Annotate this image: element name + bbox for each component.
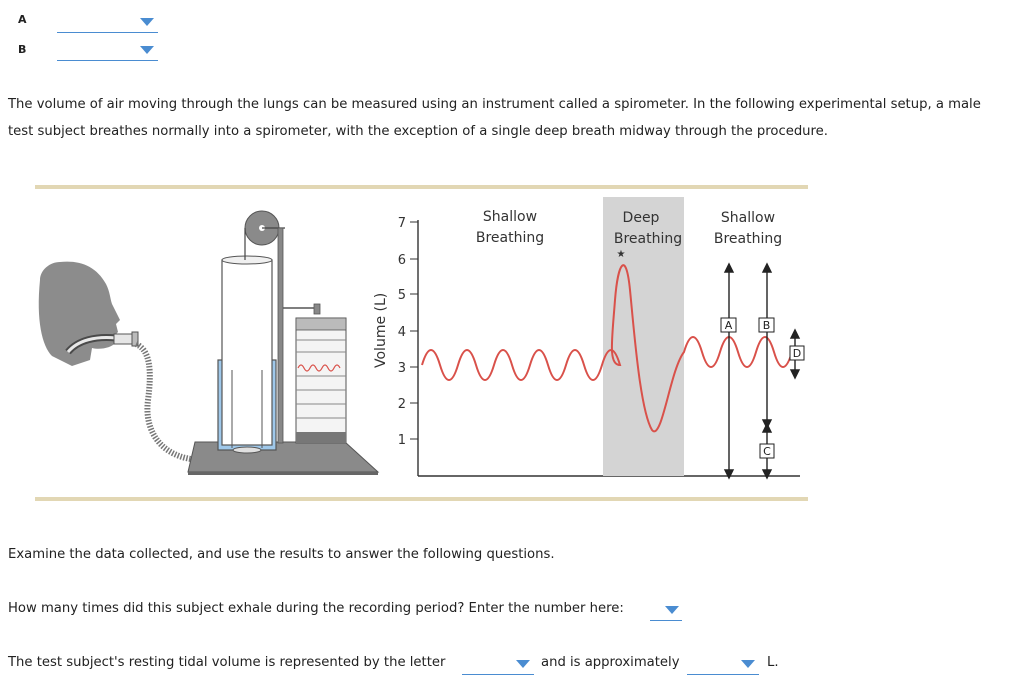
tick-2: 2	[397, 397, 406, 412]
q1-dropdown[interactable]	[650, 600, 682, 621]
q2-text-before: The test subject's resting tidal volume is represented by the letter	[8, 655, 446, 670]
y-axis-label: Volume (L)	[373, 292, 389, 368]
tick-3: 3	[397, 361, 406, 376]
q1-text: How many times did this subject exhale during the recording period? Enter the number here:	[8, 601, 624, 616]
chevron-down-icon	[665, 606, 679, 614]
marker-c: C	[763, 445, 771, 458]
marker-d: D	[792, 347, 802, 360]
head-icon	[39, 262, 120, 366]
q2-volume-dropdown[interactable]	[687, 654, 759, 675]
figure-bottom-rule	[35, 497, 808, 501]
q2-letter-dropdown[interactable]	[462, 654, 534, 675]
label-a: A	[18, 13, 27, 26]
marker-b: B	[762, 319, 771, 332]
phase2-line1: Deep	[622, 210, 660, 226]
tick-1: 1	[397, 433, 406, 448]
phase3-line2: Breathing	[713, 231, 783, 247]
phase3-line1: Shallow	[720, 210, 776, 226]
chevron-down-icon	[516, 660, 530, 668]
spirometer-base	[188, 442, 378, 472]
tick-6: 6	[397, 253, 406, 268]
q2-text-after: L.	[767, 655, 779, 670]
marker-a: A	[724, 319, 733, 332]
tick-5: 5	[397, 288, 406, 303]
phase1-line2: Breathing	[475, 230, 545, 246]
examine-text: Examine the data collected, and use the results to answer the following questions.	[8, 547, 555, 562]
dropdown-a[interactable]	[57, 12, 158, 33]
q2-text-middle: and is approximately	[541, 655, 680, 670]
chevron-down-icon	[140, 46, 154, 54]
intro-line-2: test subject breathes normally into a spirometer, with the exception of a single deep breath midway through the procedure.	[8, 124, 828, 139]
star-icon: ★	[616, 249, 626, 260]
label-b: B	[18, 43, 27, 56]
tick-7: 7	[397, 216, 406, 231]
chevron-down-icon	[140, 18, 154, 26]
phase1-line1: Shallow	[482, 209, 538, 225]
y-ticks	[410, 222, 418, 439]
recording-drum	[296, 318, 346, 443]
intro-line-1: The volume of air moving through the lungs can be measured using an instrument called a spirometer. In the following experimental setup, a male	[8, 97, 981, 112]
phase2-line2: Breathing	[613, 231, 683, 247]
spirometer-bell	[222, 260, 272, 445]
spirometer-figure	[0, 180, 820, 510]
y-tick-labels	[398, 216, 406, 448]
dropdown-b[interactable]	[57, 40, 158, 61]
figure-top-rule	[35, 185, 808, 189]
chevron-down-icon	[741, 660, 755, 668]
tick-4: 4	[397, 325, 406, 340]
